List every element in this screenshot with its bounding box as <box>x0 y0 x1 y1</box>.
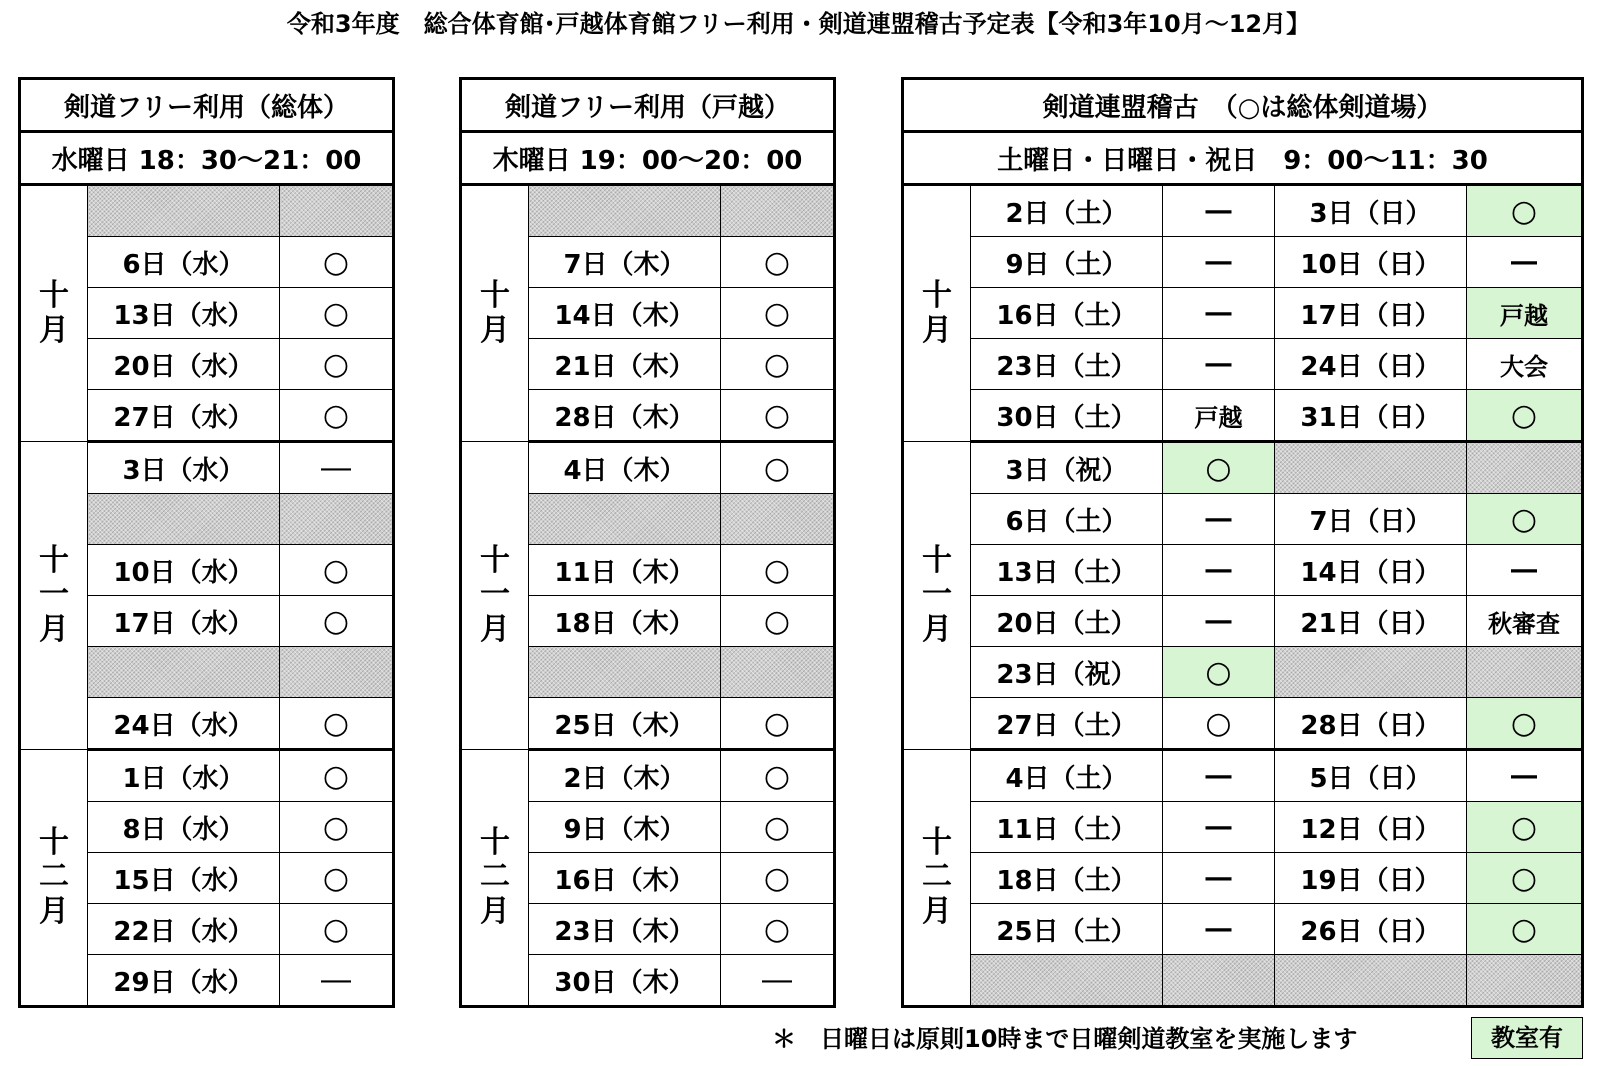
table-row <box>20 442 394 494</box>
saturday-date: 18日（土） <box>971 853 1163 904</box>
date-cell: 14日（木） <box>529 288 721 339</box>
date-cell <box>529 647 721 698</box>
date-cell: 28日（木） <box>529 390 721 442</box>
table-row <box>461 750 835 802</box>
availability-mark: ○ <box>721 339 835 390</box>
sunday-mark: ○ <box>1467 853 1583 904</box>
saturday-date <box>971 955 1163 1007</box>
date-cell: 27日（水） <box>88 390 280 442</box>
saturday-mark: ― <box>1163 904 1275 955</box>
availability-mark: ○ <box>721 904 835 955</box>
date-cell: 24日（水） <box>88 698 280 750</box>
table-row <box>903 288 1583 339</box>
saturday-date: 30日（土） <box>971 390 1163 442</box>
sunday-date: 5日（日） <box>1275 750 1467 802</box>
saturday-date: 11日（土） <box>971 802 1163 853</box>
sunday-mark <box>1467 647 1583 698</box>
sunday-mark: ― <box>1467 545 1583 596</box>
saturday-mark: ― <box>1163 339 1275 390</box>
date-cell: 1日（水） <box>88 750 280 802</box>
availability-mark: ○ <box>721 698 835 750</box>
saturday-mark: ― <box>1163 288 1275 339</box>
date-cell: 7日（木） <box>529 237 721 288</box>
sunday-date: 24日（日） <box>1275 339 1467 390</box>
sunday-mark: ○ <box>1467 904 1583 955</box>
sunday-mark: ○ <box>1467 802 1583 853</box>
sunday-date: 3日（日） <box>1275 185 1467 237</box>
saturday-mark: ○ <box>1163 698 1275 750</box>
date-cell <box>88 185 280 237</box>
table-row <box>20 185 394 237</box>
sunday-mark: ○ <box>1467 698 1583 750</box>
table-header: 剣道フリー利用（戸越） <box>461 79 835 132</box>
availability-mark: ― <box>280 442 394 494</box>
date-cell: 11日（木） <box>529 545 721 596</box>
availability-mark: ○ <box>721 596 835 647</box>
saturday-date: 27日（土） <box>971 698 1163 750</box>
sunday-mark: ― <box>1467 237 1583 288</box>
table-header: 剣道連盟稽古 （○は総体剣道場） <box>903 79 1583 132</box>
date-cell: 13日（水） <box>88 288 280 339</box>
table-subheader: 土曜日・日曜日・祝日 9：00～11：30 <box>903 132 1583 185</box>
date-cell: 20日（水） <box>88 339 280 390</box>
availability-mark: ○ <box>280 853 394 904</box>
sunday-date: 19日（日） <box>1275 853 1467 904</box>
saturday-mark <box>1163 955 1275 1007</box>
availability-mark <box>721 185 835 237</box>
table-row <box>903 545 1583 596</box>
date-cell: 30日（木） <box>529 955 721 1007</box>
saturday-mark: ― <box>1163 802 1275 853</box>
table-row <box>903 853 1583 904</box>
saturday-mark: ― <box>1163 237 1275 288</box>
month-label: 十 二 月 <box>461 750 529 1007</box>
sunday-mark: ― <box>1467 750 1583 802</box>
sunday-date <box>1275 647 1467 698</box>
date-cell: 3日（水） <box>88 442 280 494</box>
month-label: 十 二 月 <box>903 750 971 1007</box>
saturday-date: 25日（土） <box>971 904 1163 955</box>
sunday-date: 7日（日） <box>1275 494 1467 545</box>
saturday-date: 4日（土） <box>971 750 1163 802</box>
date-cell: 25日（木） <box>529 698 721 750</box>
availability-mark: ○ <box>280 750 394 802</box>
month-label: 十 月 <box>903 185 971 442</box>
saturday-mark: ― <box>1163 494 1275 545</box>
availability-mark: ○ <box>280 339 394 390</box>
table-row <box>461 185 835 237</box>
availability-mark: ○ <box>721 545 835 596</box>
availability-mark: ○ <box>721 802 835 853</box>
month-label: 十 二 月 <box>20 750 88 1007</box>
saturday-mark: ― <box>1163 596 1275 647</box>
sunday-date <box>1275 442 1467 494</box>
table-row <box>903 494 1583 545</box>
date-cell: 29日（水） <box>88 955 280 1007</box>
date-cell: 9日（木） <box>529 802 721 853</box>
date-cell: 18日（木） <box>529 596 721 647</box>
date-cell: 23日（木） <box>529 904 721 955</box>
table-row <box>903 442 1583 494</box>
date-cell: 22日（水） <box>88 904 280 955</box>
table-row <box>903 596 1583 647</box>
table-row <box>903 904 1583 955</box>
saturday-date: 23日（土） <box>971 339 1163 390</box>
availability-mark <box>721 647 835 698</box>
footnote: ＊ 日曜日は原則10時まで日曜剣道教室を実施します <box>772 1025 1358 1053</box>
sunday-mark: ○ <box>1467 185 1583 237</box>
month-label: 十 一 月 <box>461 442 529 750</box>
saturday-mark: ○ <box>1163 647 1275 698</box>
table-row <box>903 647 1583 698</box>
date-cell <box>529 494 721 545</box>
date-cell: 15日（水） <box>88 853 280 904</box>
table-row <box>903 339 1583 390</box>
saturday-date: 20日（土） <box>971 596 1163 647</box>
kendo-federation-practice-table <box>901 77 1584 1008</box>
availability-mark: ○ <box>280 802 394 853</box>
sunday-mark: ○ <box>1467 390 1583 442</box>
sunday-mark: 秋審査 <box>1467 596 1583 647</box>
saturday-mark: ― <box>1163 750 1275 802</box>
availability-mark: ○ <box>280 237 394 288</box>
saturday-date: 3日（祝） <box>971 442 1163 494</box>
table-row <box>903 390 1583 442</box>
saturday-date: 13日（土） <box>971 545 1163 596</box>
page-title: 令和3年度 総合体育館･戸越体育館フリー利用・剣道連盟稽古予定表【令和3年10月～12月】 <box>286 10 1311 38</box>
availability-mark: ○ <box>280 698 394 750</box>
date-cell: 21日（木） <box>529 339 721 390</box>
saturday-date: 16日（土） <box>971 288 1163 339</box>
table-row <box>20 750 394 802</box>
sunday-date: 10日（日） <box>1275 237 1467 288</box>
month-label: 十 月 <box>461 185 529 442</box>
sunday-date: 14日（日） <box>1275 545 1467 596</box>
availability-mark: ○ <box>721 442 835 494</box>
availability-mark: ○ <box>280 596 394 647</box>
date-cell: 4日（木） <box>529 442 721 494</box>
sunday-date: 21日（日） <box>1275 596 1467 647</box>
sunday-date: 12日（日） <box>1275 802 1467 853</box>
availability-mark: ○ <box>721 853 835 904</box>
month-label: 十 一 月 <box>20 442 88 750</box>
availability-mark: ○ <box>280 288 394 339</box>
table-row <box>903 750 1583 802</box>
kendo-free-use-togoshi-table <box>459 77 836 1008</box>
table-row <box>903 698 1583 750</box>
sunday-date: 26日（日） <box>1275 904 1467 955</box>
sunday-date: 31日（日） <box>1275 390 1467 442</box>
availability-mark <box>280 185 394 237</box>
sunday-mark: 戸越 <box>1467 288 1583 339</box>
sunday-mark <box>1467 442 1583 494</box>
sunday-date <box>1275 955 1467 1007</box>
table-row <box>903 185 1583 237</box>
availability-mark: ○ <box>721 750 835 802</box>
date-cell: 2日（木） <box>529 750 721 802</box>
availability-mark: ○ <box>280 545 394 596</box>
availability-mark: ○ <box>280 904 394 955</box>
table-row <box>461 442 835 494</box>
saturday-date: 9日（土） <box>971 237 1163 288</box>
table-row <box>903 237 1583 288</box>
date-cell: 6日（水） <box>88 237 280 288</box>
availability-mark: ○ <box>721 390 835 442</box>
sunday-date: 17日（日） <box>1275 288 1467 339</box>
table-subheader: 水曜日 18：30～21：00 <box>20 132 394 185</box>
table-row <box>903 955 1583 1007</box>
date-cell: 10日（水） <box>88 545 280 596</box>
availability-mark: ― <box>721 955 835 1007</box>
availability-mark: ○ <box>280 390 394 442</box>
saturday-mark: ○ <box>1163 442 1275 494</box>
saturday-mark: ― <box>1163 853 1275 904</box>
sunday-mark: ○ <box>1467 494 1583 545</box>
table-header: 剣道フリー利用（総体） <box>20 79 394 132</box>
date-cell <box>529 185 721 237</box>
sunday-mark <box>1467 955 1583 1007</box>
month-label: 十 月 <box>20 185 88 442</box>
saturday-mark: 戸越 <box>1163 390 1275 442</box>
table-row <box>903 802 1583 853</box>
saturday-date: 23日（祝） <box>971 647 1163 698</box>
saturday-date: 2日（土） <box>971 185 1163 237</box>
availability-mark <box>721 494 835 545</box>
table-subheader: 木曜日 19：00～20：00 <box>461 132 835 185</box>
availability-mark: ― <box>280 955 394 1007</box>
availability-mark <box>280 494 394 545</box>
kendo-free-use-sotai-table <box>18 77 395 1008</box>
date-cell: 16日（木） <box>529 853 721 904</box>
sunday-date: 28日（日） <box>1275 698 1467 750</box>
date-cell: 8日（水） <box>88 802 280 853</box>
saturday-mark: ― <box>1163 185 1275 237</box>
month-label: 十 一 月 <box>903 442 971 750</box>
date-cell: 17日（水） <box>88 596 280 647</box>
availability-mark: ○ <box>721 288 835 339</box>
legend-classroom: 教室有 <box>1471 1017 1583 1059</box>
date-cell <box>88 647 280 698</box>
sunday-mark: 大会 <box>1467 339 1583 390</box>
availability-mark <box>280 647 394 698</box>
saturday-date: 6日（土） <box>971 494 1163 545</box>
date-cell <box>88 494 280 545</box>
saturday-mark: ― <box>1163 545 1275 596</box>
availability-mark: ○ <box>721 237 835 288</box>
